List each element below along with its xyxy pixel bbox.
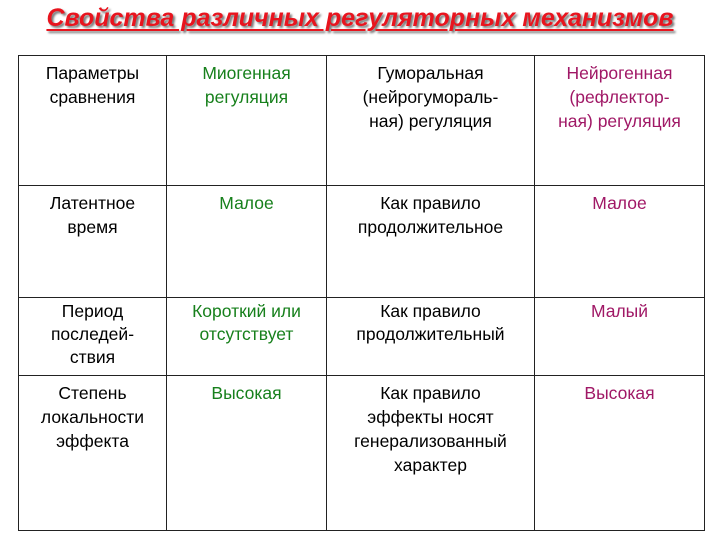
table-row xyxy=(19,298,705,376)
cell-humoral: Как правило продолжительное xyxy=(327,186,535,298)
cell-humoral: Как правило продолжительный xyxy=(327,298,535,376)
table-header-row xyxy=(19,56,705,186)
comparison-table xyxy=(18,55,705,531)
cell-myogenic: Малое xyxy=(167,186,327,298)
cell-myogenic: Высокая xyxy=(167,376,327,531)
table-row xyxy=(19,186,705,298)
cell-neurogenic: Малый xyxy=(535,298,705,376)
cell-neurogenic: Высокая xyxy=(535,376,705,531)
row-param-aftereffect-period: Период последей- ствия xyxy=(19,298,167,376)
cell-neurogenic: Малое xyxy=(535,186,705,298)
row-param-latent-time: Латентное время xyxy=(19,186,167,298)
row-param-effect-locality: Степень локальности эффекта xyxy=(19,376,167,531)
header-humoral: Гуморальная (нейрогумораль- ная) регуляция xyxy=(327,56,535,186)
table-row xyxy=(19,376,705,531)
header-myogenic: Миогенная регуляция xyxy=(167,56,327,186)
slide-title: Свойства различных регуляторных механизмов xyxy=(46,4,674,32)
header-parameters: Параметры сравнения xyxy=(19,56,167,186)
header-neurogenic: Нейрогенная (рефлектор- ная) регуляция xyxy=(535,56,705,186)
cell-humoral: Как правило эффекты носят генерализованный характер xyxy=(327,376,535,531)
cell-myogenic: Короткий или отсутствует xyxy=(167,298,327,376)
